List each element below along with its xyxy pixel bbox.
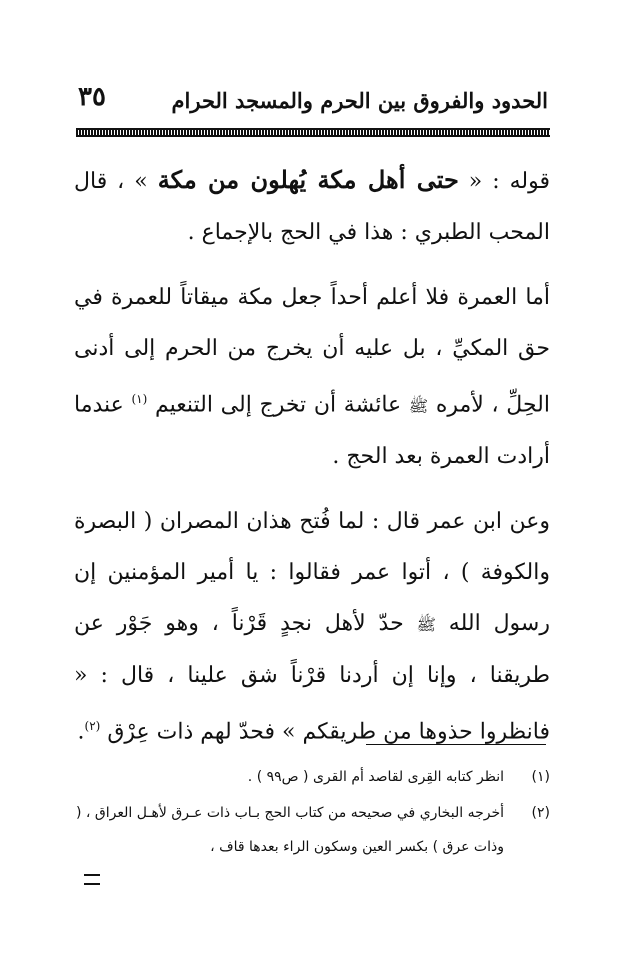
salutation-symbol: ﷺ xyxy=(408,396,429,416)
page-number: ٣٥ xyxy=(78,82,106,112)
main-text xyxy=(74,154,550,758)
running-header xyxy=(70,82,548,122)
footnote-text: أخرجه البخاري في صحيحه من كتاب الحج بـاب ذات عـرق لأهـل العراق ، ( وذات عرق ) بكسر العين وسكون الراء بعدها قاف ، xyxy=(76,805,504,855)
text-segment: عندما أرادت العمرة بعد الحج . xyxy=(74,392,550,470)
footnote-separator xyxy=(366,744,546,745)
text-segment: أما العمرة فلا أعلم أحداً جعل مكة ميقاتاً للعمرة في حق المكيِّ ، بل عليه أن يخرج من الحرم إلى أدنى الحِلِّ ، لأمره xyxy=(74,285,550,418)
header-rule xyxy=(76,128,550,137)
paragraph-1 xyxy=(74,154,550,258)
text-segment: وعن ابن عمر قال : لما فُتح هذان المصران ( البصرة والكوفة ) ، أتوا عمر فقالوا : يا أمير المؤمنين إن رسول الله xyxy=(74,509,550,637)
text-segment: . xyxy=(77,719,85,745)
footnote-ref-2: (٢) xyxy=(84,719,101,734)
footnote-1 xyxy=(76,760,550,794)
footnote-number: (١) xyxy=(531,769,550,785)
footnote-2 xyxy=(76,796,550,864)
footnote-text: انظر كتابه القِرى لقاصد أم القرى ( ص٩٩ ) . xyxy=(247,769,504,785)
continuation-mark xyxy=(84,874,100,885)
salutation-symbol: ﷺ xyxy=(416,615,436,635)
text-segment: » ، قال المحب الطبري : هذا في الحج بالإجماع . xyxy=(74,169,550,245)
footnote-number: (٢) xyxy=(531,805,550,821)
text-segment: عائشة أن تخرج إلى التنعيم xyxy=(147,392,409,418)
running-title: الحدود والفروق بين الحرم والمسجد الحرام xyxy=(171,88,548,113)
text-segment: حدّ لأهل نجدٍ قَرْناً ، وهو جَوْر عن طريقنا ، وإنا إن أردنا قرْناً شق علينا ، قال : « فانظروا حذوها من طريقكم » فحدّ لهم ذات عِرْق xyxy=(74,611,550,745)
quoted-hadith-phrase: حتى أهل مكة يُهلون من مكة xyxy=(157,165,459,194)
paragraph-3 xyxy=(74,496,550,757)
text-segment: قوله : « xyxy=(458,169,551,194)
paragraph-2 xyxy=(74,272,550,482)
footnote-ref-1: (١) xyxy=(131,392,148,406)
footnotes xyxy=(76,760,550,864)
